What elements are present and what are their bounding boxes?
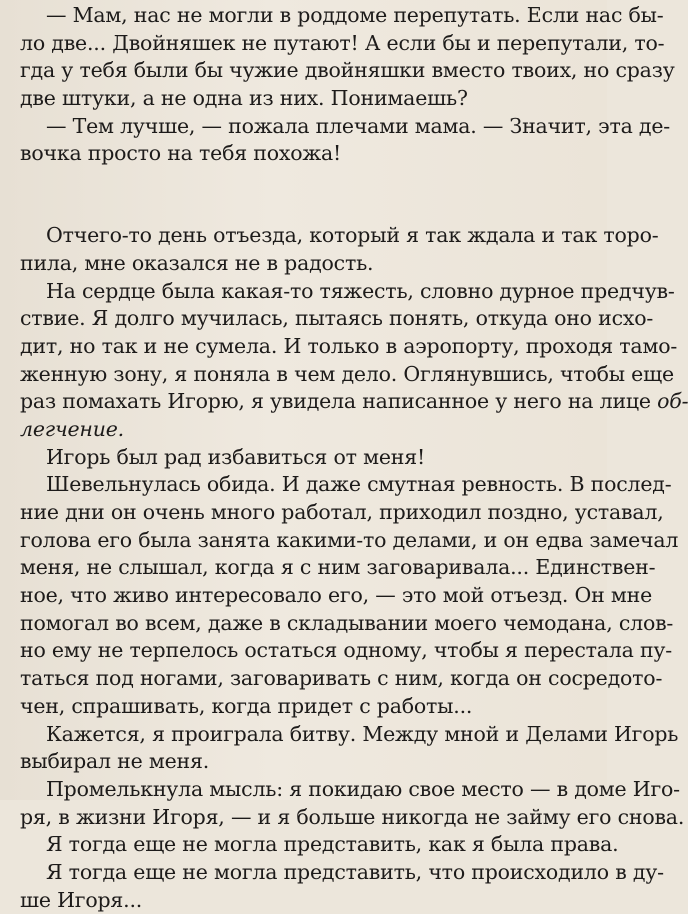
text-line: ние дни он очень много работал, приходил поздно, уставал, <box>20 500 664 524</box>
text-line: ло две... Двойняшек не путают! А если бы и перепутали, то- <box>20 30 665 55</box>
text-line: Шевельнулась обида. И даже смутная ревность. В послед- <box>46 472 672 497</box>
text-line: легчение. <box>20 416 124 441</box>
text-line: выбирал не меня. <box>20 749 210 774</box>
text-line: голова его была занята какими-то делами, и он едва замечал <box>20 527 679 552</box>
text-line: но ему не терпелось остаться одному, чтобы я перестала пу- <box>20 638 672 663</box>
text-line: Кажется, я проиграла битву. Между мной и Делами Игорь <box>46 721 679 746</box>
text-line: пила, мне оказался не в радость. <box>20 250 374 275</box>
text-line: Промелькнула мысль: я покидаю свое место — в доме Иго- <box>46 776 680 801</box>
text-line: дит, но так и не сумела. И только в аэропорту, проходя тамо- <box>20 333 678 358</box>
text-line: Отчего-то день отъезда, который я так ждала и так торо- <box>46 223 659 248</box>
text-line: две штуки, а не одна из них. Понимаешь? <box>20 86 468 111</box>
text-block-narrative <box>20 222 688 914</box>
text-line: меня, не слышал, когда я с ним заговаривала... Единствен- <box>20 555 656 580</box>
text-line: ное, что живо интересовало его, — это мой отъезд. Он мне <box>20 583 652 608</box>
text-line: чен, спрашивать, когда придет с работы... <box>20 693 473 718</box>
text-line: Я тогда еще не могла представить, что происходило в ду- <box>46 859 664 884</box>
text-line: ше Игоря... <box>20 887 143 912</box>
text-line: — Мам, нас не могли в роддоме перепутать. Если нас бы- <box>46 3 664 27</box>
text-line-italic-tail: об- <box>657 389 688 414</box>
text-line <box>20 388 688 416</box>
text-line: помогал во всем, даже в складывании моего чемодана, слов- <box>20 610 674 635</box>
text-line-body: раз помахать Игорю, я увидела написанное у него на лице <box>20 389 658 414</box>
text-line: гда у тебя были бы чужие двойняшки вместо твоих, но сразу <box>20 58 675 83</box>
text-block-dialogue <box>20 2 675 168</box>
text-line: таться под ногами, заговаривать с ним, когда он сосредото- <box>20 666 663 691</box>
section-break <box>20 168 591 222</box>
text-line: Игорь был рад избавиться от меня! <box>46 444 425 469</box>
text-line: Я тогда еще не могла представить, как я была права. <box>46 832 619 857</box>
text-line: ствие. Я долго мучилась, пытаясь понять, откуда оно исхо- <box>20 306 654 331</box>
text-line: женную зону, я поняла в чем дело. Оглянувшись, чтобы еще <box>20 361 674 386</box>
text-line: вочка просто на тебя похожа! <box>20 141 342 166</box>
text-line: ря, в жизни Игоря, — и я больше никогда не займу его снова. <box>20 804 685 829</box>
text-line: На сердце была какая-то тяжесть, словно дурное предчув- <box>46 278 675 303</box>
text-line: — Тем лучше, — пожала плечами мама. — Значит, эта де- <box>46 113 670 138</box>
